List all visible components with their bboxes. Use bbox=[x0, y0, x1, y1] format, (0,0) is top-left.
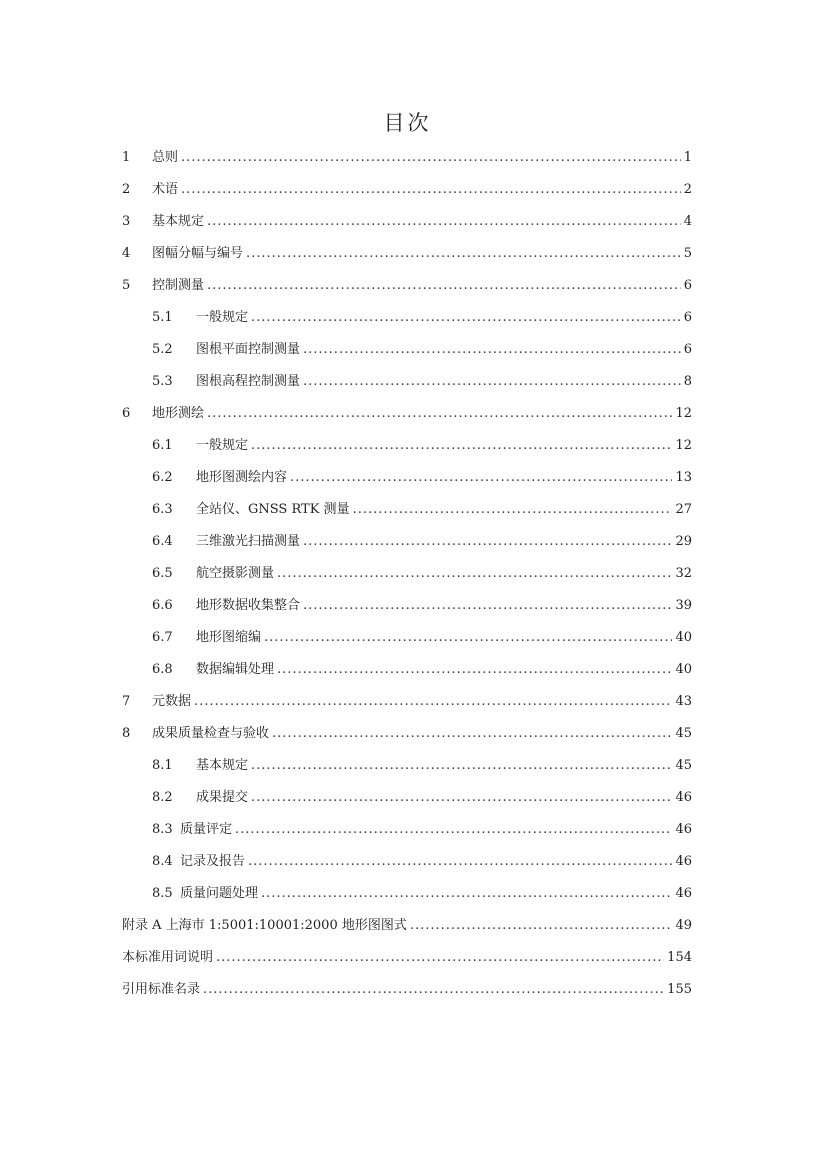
toc-entry[interactable] bbox=[122, 242, 692, 274]
toc-entry[interactable] bbox=[122, 562, 692, 594]
toc-label: 本标准用词说明 bbox=[122, 950, 214, 965]
toc-page-number: 40 bbox=[675, 630, 692, 645]
toc-page-number: 12 bbox=[675, 406, 692, 421]
toc-number: 6.7 bbox=[152, 630, 173, 645]
toc-leader-dots bbox=[303, 598, 672, 613]
toc-entry[interactable] bbox=[122, 882, 692, 914]
toc-label: 图根高程控制测量 bbox=[196, 374, 301, 389]
toc-page-number: 45 bbox=[675, 758, 692, 773]
toc-page-number: 5 bbox=[683, 246, 692, 261]
toc-number: 6.8 bbox=[152, 662, 173, 677]
toc-number: 8 bbox=[122, 726, 131, 741]
toc-number: 8.3 bbox=[152, 822, 173, 837]
toc-number: 1 bbox=[122, 150, 131, 165]
toc-label: 元数据 bbox=[152, 694, 192, 709]
toc-page-number: 27 bbox=[675, 502, 692, 517]
toc-page-number: 154 bbox=[667, 950, 692, 965]
toc-leader-dots bbox=[251, 310, 681, 325]
toc-page-number: 46 bbox=[675, 886, 692, 901]
toc-number: 3 bbox=[122, 214, 131, 229]
toc-leader-dots bbox=[246, 246, 681, 261]
toc-leader-dots bbox=[251, 790, 672, 805]
toc-leader-dots bbox=[264, 630, 672, 645]
toc-leader-dots bbox=[207, 214, 681, 229]
toc-number: 5.2 bbox=[152, 342, 173, 357]
toc-number: 8.4 bbox=[152, 854, 173, 869]
toc-page-number: 45 bbox=[675, 726, 692, 741]
page-title: 目次 bbox=[383, 111, 432, 135]
toc-page-number: 6 bbox=[683, 310, 692, 325]
toc-number: 8.5 bbox=[152, 886, 173, 901]
toc-entry[interactable] bbox=[122, 690, 692, 722]
toc-page-number: 46 bbox=[675, 854, 692, 869]
toc-label: 总则 bbox=[152, 150, 179, 165]
toc-label: 成果提交 bbox=[196, 790, 249, 805]
toc-leader-dots bbox=[303, 342, 681, 357]
toc-label: 图幅分幅与编号 bbox=[152, 246, 244, 261]
toc-leader-dots bbox=[290, 470, 672, 485]
toc-entry[interactable] bbox=[122, 402, 692, 434]
toc-label: 基本规定 bbox=[152, 214, 205, 229]
toc-entry[interactable] bbox=[122, 498, 692, 530]
toc-entry[interactable] bbox=[122, 850, 692, 882]
toc-label: 质量问题处理 bbox=[180, 886, 259, 901]
toc-label: 附录 A 上海市 1:5001:10001:2000 地形图图式 bbox=[122, 918, 407, 933]
toc-leader-dots bbox=[303, 534, 672, 549]
toc-entry[interactable] bbox=[122, 658, 692, 690]
toc-label: 质量评定 bbox=[180, 822, 233, 837]
toc-label: 一般规定 bbox=[196, 438, 249, 453]
toc-label: 成果质量检查与验收 bbox=[152, 726, 270, 741]
toc-leader-dots bbox=[203, 982, 664, 997]
toc-entry[interactable] bbox=[122, 626, 692, 658]
toc-label: 航空摄影测量 bbox=[196, 566, 275, 581]
toc-label: 术语 bbox=[152, 182, 179, 197]
toc-entry[interactable] bbox=[122, 306, 692, 338]
toc-leader-dots bbox=[277, 662, 672, 677]
toc-page-number: 6 bbox=[683, 278, 692, 293]
toc-label: 引用标准名录 bbox=[122, 982, 201, 997]
toc-page-number: 39 bbox=[675, 598, 692, 613]
toc-leader-dots bbox=[251, 758, 672, 773]
toc-number: 6.6 bbox=[152, 598, 173, 613]
toc-entry[interactable] bbox=[122, 594, 692, 626]
toc-entry[interactable] bbox=[122, 914, 692, 946]
toc-entry[interactable] bbox=[122, 466, 692, 498]
toc-entry[interactable] bbox=[122, 434, 692, 466]
toc-number: 5 bbox=[122, 278, 131, 293]
toc-leader-dots bbox=[235, 822, 672, 837]
toc-number: 6.2 bbox=[152, 470, 173, 485]
toc-leader-dots bbox=[248, 854, 672, 869]
toc-label: 记录及报告 bbox=[180, 854, 246, 869]
toc-label: 地形数据收集整合 bbox=[196, 598, 301, 613]
toc-page-number: 2 bbox=[683, 182, 692, 197]
toc-page-number: 155 bbox=[667, 982, 692, 997]
toc-leader-dots bbox=[181, 150, 681, 165]
toc-label: 地形图测绘内容 bbox=[196, 470, 288, 485]
toc-number: 8.1 bbox=[152, 758, 173, 773]
toc-entry[interactable] bbox=[122, 370, 692, 402]
toc-page-number: 6 bbox=[683, 342, 692, 357]
toc-entry[interactable] bbox=[122, 946, 692, 978]
toc-label: 地形测绘 bbox=[152, 406, 205, 421]
toc-number: 6.3 bbox=[152, 502, 173, 517]
toc-leader-dots bbox=[410, 918, 673, 933]
toc-number: 4 bbox=[122, 246, 131, 261]
toc-entry[interactable] bbox=[122, 178, 692, 210]
toc-entry[interactable] bbox=[122, 530, 692, 562]
toc-page-number: 13 bbox=[675, 470, 692, 485]
toc-leader-dots bbox=[277, 566, 672, 581]
toc-number: 5.1 bbox=[152, 310, 173, 325]
toc-number: 2 bbox=[122, 182, 131, 197]
toc-page-number: 12 bbox=[675, 438, 692, 453]
toc-page-number: 40 bbox=[675, 662, 692, 677]
toc-label: 图根平面控制测量 bbox=[196, 342, 301, 357]
toc-entry[interactable] bbox=[122, 210, 692, 242]
toc-page-number: 49 bbox=[675, 918, 692, 933]
toc-label: 三维激光扫描测量 bbox=[196, 534, 301, 549]
toc-entry[interactable] bbox=[122, 722, 692, 754]
toc-number: 6.5 bbox=[152, 566, 173, 581]
toc-entry[interactable] bbox=[122, 754, 692, 786]
toc-entry[interactable] bbox=[122, 274, 692, 306]
toc-label: 一般规定 bbox=[196, 310, 249, 325]
toc-number: 8.2 bbox=[152, 790, 173, 805]
toc-leader-dots bbox=[303, 374, 681, 389]
toc-leader-dots bbox=[216, 950, 664, 965]
toc-entry[interactable] bbox=[122, 146, 692, 178]
toc-entry[interactable] bbox=[122, 338, 692, 370]
toc-page-number: 46 bbox=[675, 790, 692, 805]
toc-page-number: 1 bbox=[683, 150, 692, 165]
toc-page-number: 43 bbox=[675, 694, 692, 709]
toc-entry[interactable] bbox=[122, 978, 692, 1010]
toc-number: 7 bbox=[122, 694, 131, 709]
toc-label: 控制测量 bbox=[152, 278, 205, 293]
toc-number: 6.1 bbox=[152, 438, 173, 453]
toc-number: 6 bbox=[122, 406, 131, 421]
toc-page-number: 32 bbox=[675, 566, 692, 581]
toc-leader-dots bbox=[251, 438, 672, 453]
toc-label: 全站仪、GNSS RTK 测量 bbox=[196, 502, 350, 517]
toc-leader-dots bbox=[181, 182, 681, 197]
toc-label: 数据编辑处理 bbox=[196, 662, 275, 677]
toc-number: 5.3 bbox=[152, 374, 173, 389]
toc-entry[interactable] bbox=[122, 818, 692, 850]
table-of-contents bbox=[122, 146, 692, 1010]
toc-leader-dots bbox=[353, 502, 673, 517]
toc-leader-dots bbox=[272, 726, 672, 741]
toc-label: 基本规定 bbox=[196, 758, 249, 773]
toc-label: 地形图缩编 bbox=[196, 630, 262, 645]
toc-page-number: 8 bbox=[683, 374, 692, 389]
toc-leader-dots bbox=[207, 278, 681, 293]
toc-number: 6.4 bbox=[152, 534, 173, 549]
toc-page-number: 4 bbox=[683, 214, 692, 229]
toc-leader-dots bbox=[194, 694, 672, 709]
toc-page-number: 46 bbox=[675, 822, 692, 837]
toc-leader-dots bbox=[207, 406, 672, 421]
toc-page-number: 29 bbox=[675, 534, 692, 549]
toc-leader-dots bbox=[261, 886, 672, 901]
toc-entry[interactable] bbox=[122, 786, 692, 818]
